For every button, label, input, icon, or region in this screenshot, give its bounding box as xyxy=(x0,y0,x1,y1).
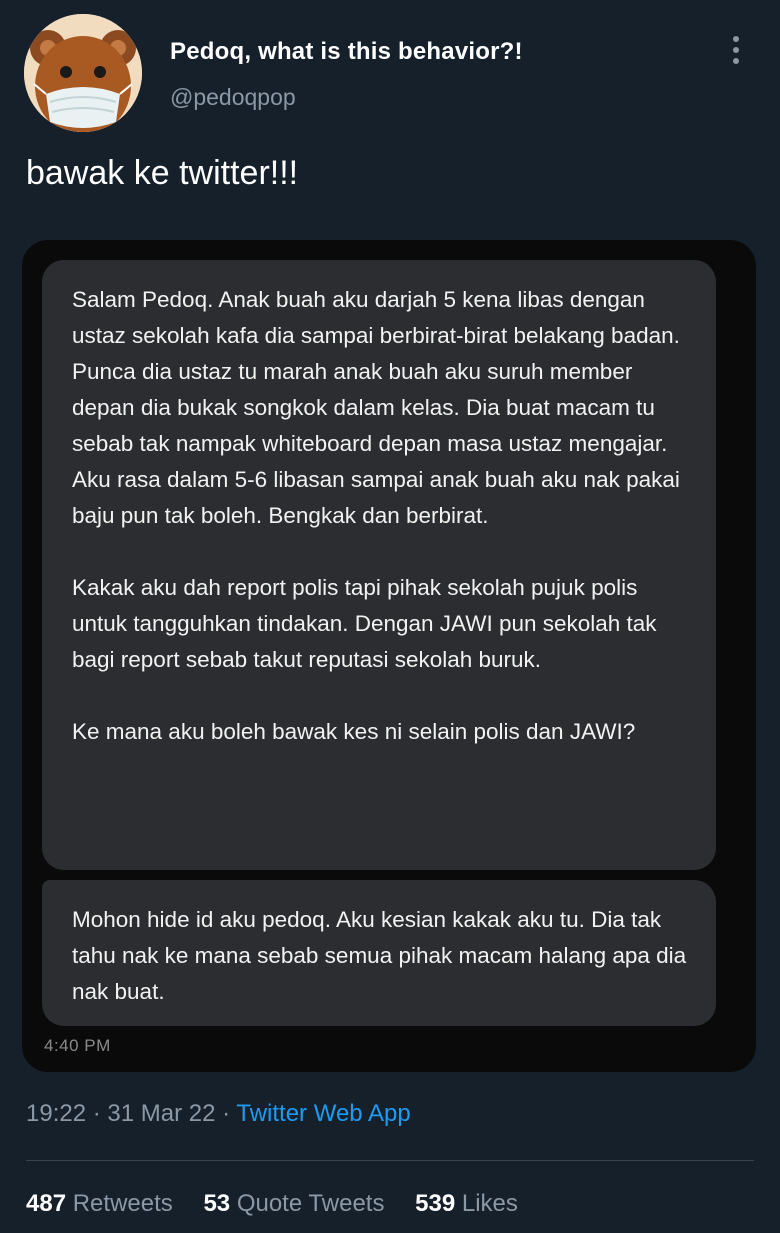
tweet-meta xyxy=(26,1100,411,1128)
engagement-stats xyxy=(26,1190,542,1218)
bear-avatar-icon xyxy=(24,14,142,132)
meta-separator: · xyxy=(222,1100,231,1127)
likes-stat[interactable] xyxy=(415,1190,518,1218)
chat-paragraph: Salam Pedoq. Anak buah aku darjah 5 kena libas dengan ustaz sekolah kafa dia sampai berbirat-birat belakang badan. Punca dia ustaz tu marah anak buah aku suruh member depan dia bukak songkok dalam kelas. Dia buat macam tu sebab tak nampak whiteboard depan masa ustaz mengajar. Aku rasa dalam 5-6 libasan sampai anak buah aku nak pakai baju pun tak boleh. Bengkak dan berbirat. xyxy=(72,287,680,528)
chat-message-bubble xyxy=(42,880,716,1026)
chat-paragraph: Ke mana aku boleh bawak kes ni selain polis dan JAWI? xyxy=(72,719,636,744)
retweets-stat[interactable] xyxy=(26,1190,173,1218)
user-handle[interactable]: @pedoqpop xyxy=(170,84,296,110)
divider xyxy=(26,1160,754,1161)
retweets-count: 487 xyxy=(26,1190,67,1217)
quote-tweets-label: Quote Tweets xyxy=(236,1190,385,1217)
avatar[interactable] xyxy=(24,14,142,132)
retweets-label: Retweets xyxy=(72,1190,173,1217)
message-timestamp: 4:40 PM xyxy=(44,1036,111,1055)
likes-label: Likes xyxy=(461,1190,518,1217)
attached-screenshot[interactable] xyxy=(22,240,756,1072)
quote-tweets-count: 53 xyxy=(203,1190,231,1217)
tweet-text: bawak ke twitter!!! xyxy=(26,154,299,192)
more-options-icon[interactable] xyxy=(724,36,748,70)
quote-tweets-stat[interactable] xyxy=(203,1190,384,1218)
chat-paragraph: Kakak aku dah report polis tapi pihak sekolah pujuk polis untuk tangguhkan tindakan. Dengan JAWI pun sekolah tak bagi report sebab takut reputasi sekolah buruk. xyxy=(72,575,657,672)
display-name[interactable]: Pedoq, what is this behavior?! xyxy=(170,38,523,65)
tweet-time[interactable]: 19:22 xyxy=(26,1100,87,1127)
chat-paragraph: Mohon hide id aku pedoq. Aku kesian kakak aku tu. Dia tak tahu nak ke mana sebab semua pihak macam halang apa dia nak buat. xyxy=(72,907,687,1004)
tweet-date[interactable]: 31 Mar 22 xyxy=(107,1100,216,1127)
chat-message-bubble xyxy=(42,260,716,870)
tweet-source-link[interactable]: Twitter Web App xyxy=(236,1100,411,1127)
meta-separator: · xyxy=(92,1100,101,1127)
tweet-header xyxy=(0,0,780,140)
likes-count: 539 xyxy=(415,1190,456,1217)
